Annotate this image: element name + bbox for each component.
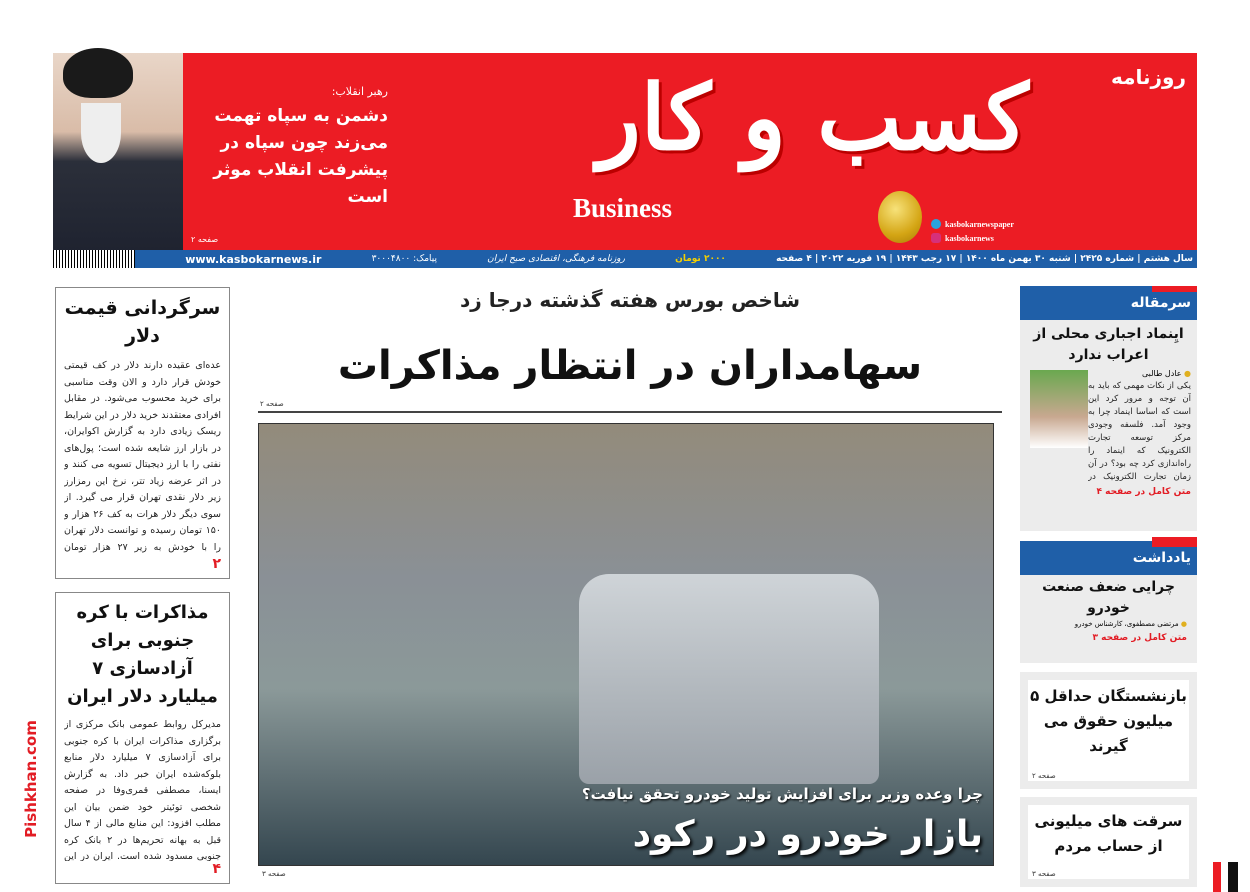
tagline: روزنامه فرهنگی، اقتصادی صبح ایران — [487, 254, 625, 264]
main-kicker: شاخص بورس هفته گذشته درجا زد — [459, 288, 801, 312]
telegram-link[interactable] — [931, 219, 1014, 229]
divider — [258, 411, 1002, 413]
label-text: سرمقاله — [1130, 295, 1191, 311]
edge-mark — [1228, 862, 1238, 892]
note-box[interactable] — [1020, 541, 1197, 663]
editorial-label — [1020, 286, 1197, 320]
turban — [63, 48, 133, 98]
photo-page-ref: صفحه ۳ — [262, 870, 286, 878]
teaser-2[interactable] — [1020, 797, 1197, 887]
watermark-url: Pishkhan.com — [21, 720, 40, 838]
left-article-1[interactable] — [55, 287, 230, 579]
read-more[interactable]: متن کامل در صفحه ۴ — [1096, 487, 1191, 497]
author-name: عادل طالبی — [1142, 369, 1182, 378]
price: ۲۰۰۰ تومان — [675, 254, 726, 264]
masthead — [53, 53, 1197, 250]
bullet-icon: ● — [1184, 369, 1191, 378]
telegram-icon — [931, 219, 941, 229]
note-title[interactable]: چرایی ضعف صنعت خودرو — [1042, 579, 1175, 616]
leader-photo — [53, 53, 183, 250]
car-factory-photo[interactable] — [258, 423, 994, 866]
info-bar — [53, 250, 1197, 268]
photo-subtitle: چرا وعده وزیر برای افزایش تولید خودرو تحقق نیافت؟ — [581, 785, 983, 803]
newspaper-logo: کسب و کار — [597, 65, 1029, 171]
photo-headline[interactable]: بازار خودرو در رکود — [632, 814, 983, 855]
article-title[interactable]: مذاکرات با کره جنوبی برای آزادسازی ۷ میلیارد دلار ایران — [67, 602, 218, 707]
note-label — [1020, 541, 1197, 575]
edge-mark — [1213, 862, 1221, 892]
page-ref: ۴ — [212, 861, 221, 877]
teaser-page-ref: صفحه ۳ — [1032, 870, 1056, 878]
instagram-link[interactable] — [931, 233, 994, 243]
teaser-1[interactable] — [1020, 672, 1197, 789]
teaser-title[interactable]: سرقت های میلیونی از حساب مردم — [1034, 812, 1183, 855]
leader-quote[interactable]: دشمن به سپاه تهمت می‌زند چون سپاه در پیشرفت انقلاب موثر است — [213, 106, 388, 207]
read-more[interactable]: متن کامل در صفحه ۳ — [1092, 633, 1187, 643]
editorial-box[interactable] — [1020, 286, 1197, 531]
sms-number: پیامک: ۳۰۰۰۴۸۰۰ — [371, 254, 437, 264]
headline-page-ref: صفحه ۲ — [260, 400, 284, 408]
website-link[interactable]: www.kasbokarnews.ir — [185, 252, 322, 266]
instagram-handle: kasbokarnews — [945, 233, 994, 243]
main-headline[interactable]: سهامداران در انتظار مذاکرات — [337, 343, 923, 389]
left-article-2[interactable] — [55, 592, 230, 884]
beard — [81, 103, 121, 163]
author-name: مرتضی مصطفوی، کارشناس خودرو — [1074, 620, 1179, 628]
page-ref: ۲ — [212, 556, 221, 572]
telegram-handle: kasbokarnewspaper — [945, 219, 1014, 229]
article-body: مدیرکل روابط عمومی بانک مرکزی از برگزاری مذاکرات ایران با کره جنوبی برای آزادسازی ۷ میلیارد دلار منابع بلوکه‌شده ایران خبر داد. به گزارش ایسنا، مصطفی قمری‌وفا در صفحه شخصی توئیتر خود ضمن بیان این مطلب افزود: این منابع مالی از ۴ سال قبل به بهانه تحریم‌ها در ۲ بانک کره جنوبی مسدود شده است. ایران در این — [64, 719, 221, 861]
leader-kicker: رهبر انقلاب: — [331, 85, 388, 98]
teaser-title[interactable]: بازنشستگان حداقل ۵ میلیون حقوق می گیرند — [1030, 687, 1187, 755]
gold-coin-icon — [878, 191, 922, 243]
instagram-icon — [931, 233, 941, 243]
leader-page-ref: صفحه ۲ — [191, 235, 219, 244]
article-body: عده‌ای عقیده دارند دلار در کف قیمتی خودش قرار دارد و الان وقت مناسبی برای خرید محسوب می‌شود. در مقابل افرادی معتقدند خرید دلار در این شرایط ریسک زیادی دارد به گزارش اکوایران، در بازار ارز شایعه شده است؛ پول‌های نفتی را با ارز دیجیتال تسویه می کنند و در اثر عرضه زیاد تتر، نرخ این رمزارز زیر دلار نقدی تهران قرار می گیرد. از سوی دیگر دلار هرات به کف ۲۶ هزار و ۱۵۰ تومان رسیده و توانست دلار تهران را با خودش به زیر ۲۷ هزار تومان — [64, 360, 221, 553]
editorial-body: یکی از نکات مهمی که باید به آن توجه و مرور کرد این است که اساسا اینماد چرا به وجود آمد. فلسفه وجودی مرکز توسعه تجارت الکترونیک که اینماد را راه‌اندازی کرد چه بود؟ در آن زمان تجارت الکترونیک در — [1088, 381, 1191, 482]
car-image — [579, 574, 879, 784]
tab-accent — [1152, 537, 1197, 547]
editorial-title[interactable]: ایِنماد اجباری محلی از اعراب ندارد — [1033, 326, 1184, 363]
logo-prefix: روزنامه — [1111, 65, 1186, 89]
logo-english: Business — [573, 193, 673, 223]
barcode — [53, 250, 135, 268]
label-text: یادداشت — [1132, 550, 1191, 566]
author-photo — [1030, 370, 1088, 448]
bullet-icon: ● — [1180, 620, 1187, 628]
tab-accent — [1152, 286, 1197, 292]
teaser-page-ref: صفحه ۲ — [1032, 772, 1056, 780]
note-author — [1020, 619, 1197, 630]
issue-info: سال هشتم | شماره ۲۴۲۵ | شنبه ۳۰ بهمن ماه ۱۴۰۰ | ۱۷ رجب ۱۴۴۳ | ۱۹ فوریه ۲۰۲۲ | ۴ صفحه — [776, 254, 1193, 264]
article-title[interactable]: سرگردانی قیمت دلار — [64, 297, 221, 347]
